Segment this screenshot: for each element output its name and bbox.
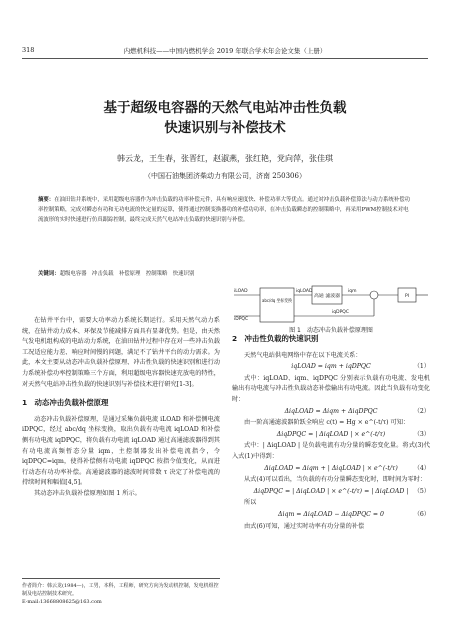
fig-label-iqm: iqm: [348, 289, 357, 294]
keywords-label: 关键词：: [38, 271, 60, 277]
s2-paragraph-5: 从式(4)可以看出，当负载的有功分量瞬态变化时，即时间为零时：: [244, 476, 427, 484]
fig-label-idpqc: iDPQC: [234, 317, 249, 322]
figure-1-caption: 图 1 动态冲击负载补偿原理图: [289, 327, 373, 334]
equation-1-body: iqLOAD = iqm + iqDPQC: [291, 363, 371, 371]
s2-paragraph-6: 所以: [244, 499, 257, 507]
journal-title: 内燃机科技——中国内燃机学会 2019 年联合学术年会论文集（上册）: [123, 47, 327, 55]
fig-summing-junction: [370, 291, 378, 299]
footnote-author-bio: 作者简介：韩云龙(1984—)，工男，本科，工程师，研究方向为发动机控制，发电机组控制及电站控制技术研究。: [22, 583, 219, 597]
s2-paragraph-1: 天然气电站供电网络中存在以下电流关系：: [244, 351, 362, 359]
abstract: [38, 195, 412, 226]
equation-2-body: ΔiqLOAD = Δiqm + ΔiqDPQC: [284, 407, 378, 415]
s2-paragraph-2: 式中：iqLOAD、iqm、iqDPQC 分别表示负载有功电流、发电机输出有功电流与冲击性负载动态补偿输出有功电流。因此当负载有功变化时：: [232, 374, 430, 403]
fig-label-iqdpqc: iqDPQC: [332, 310, 349, 315]
equation-2: [232, 407, 430, 418]
right-column: [232, 334, 430, 532]
equation-5-body: ΔiqDPQC = | ΔiqLOAD | × e^(-t/τ) = | ΔiqLOAD |: [253, 487, 409, 495]
abstract-text: 在油田钻井系统中，采用超级电容器作为冲击负载的功率补偿元件，具有响应速度快、补偿功率大等优点。通过対冲击负载补偿算法与动力系统补偿功率控制策略，完成对瞬态有功和无功电流的快定量的运算，使得通过控制变换器功的补偿功功率，在冲击负载瞬态的控制策略中，再采用PWM控制技术对电流波形的实时快速进行仿真跟踪控制，最终完成天然气电站冲击负载的快速识别与补偿。: [38, 197, 410, 224]
equation-1: [232, 362, 430, 373]
fig-box-transform: [260, 288, 297, 322]
equation-6-body: Δiqm = ΔiqLOAD − ΔiqDPQC = 0: [278, 510, 384, 518]
title-line-2: 快速识别与补偿技术: [164, 120, 286, 136]
paper-title: [20, 98, 430, 138]
left-column: [22, 316, 220, 500]
equation-4: [232, 464, 430, 475]
fig-label-iload: iLOAD: [234, 289, 248, 294]
intro-paragraph: 在钻井平台中，需要大功率动力系统长期运行。采用天然气动力系统，在钻井动力成本、环保及节能减排方面具有显著优势。但是，由天然气发电机组构成的电站动力系统，在油田钻井过程中存在对一些冲击负载工况适应能力差、响应时间慢的问题，满足不了钻井平台的动力需求。为此，本文主要从动态冲击负载补偿原理、冲击性负载的快速识别和进行动力系统补偿功率控制策略三个方面，利用超级电容器快速充放电的特性，对天然气电站冲击性负载的快速识别与补偿技术进行研究[1-3]。: [22, 317, 220, 388]
equation-3-number: （3）: [413, 430, 430, 438]
affiliation: （中国石油集团济柴动力有限公司，济南 250306）: [144, 172, 306, 180]
section-1-tail: 其动态冲击负载补偿原理如图 1 所示。: [34, 489, 141, 497]
authors: 韩云龙，王生春，张晋红，赵淑燕，张红艳，党向萍，张佳琪: [117, 154, 333, 163]
running-header: [22, 44, 428, 59]
fig-box-transform-label: abc/dq 坐标变换: [262, 299, 297, 304]
keywords: [38, 269, 412, 277]
equation-4-body: ΔiqLOAD = Δiqm + | ΔiqLOAD | × e^(-t/τ): [264, 464, 398, 472]
s2-paragraph-3: 由一阶高通滤波器阶跃全响应 c(t) = Hg × e^(-t/τ) 可知：: [244, 419, 410, 427]
footnote: [22, 578, 220, 606]
figure-1-diagram: [232, 282, 430, 328]
s2-paragraph-4: 式中：| ΔiqLOAD | 是负载电流有功分量的瞬态变化量。将式(3)代入式(1)中得到：: [232, 442, 430, 460]
footnote-email: E-mail:13668808625@163.com: [22, 599, 102, 605]
fig-box-filter-label: 高通 滤波器: [314, 294, 338, 299]
section-2-title: 2 冲击性负载的快速识别: [232, 334, 319, 343]
equation-3: [232, 430, 430, 441]
page-number: 318: [22, 46, 35, 54]
equation-4-number: （4）: [413, 464, 430, 472]
equation-5-number: （5）: [413, 487, 430, 495]
title-line-1: 基于超级电容器的天然气电站冲击性负载: [103, 100, 347, 116]
equation-6-number: （6）: [413, 510, 430, 518]
equation-3-body: ΔiqDPQC = | ΔiqLOAD | × e^(-t/τ): [276, 430, 386, 438]
fig-label-iqload: iqLOAD: [296, 289, 313, 294]
keywords-text: 超级电容器 冲击负载 补偿原理 控制策略 快速识别: [59, 271, 195, 277]
equation-5: [232, 487, 430, 498]
section-1-title: 1 动态冲击负载补偿原理: [22, 398, 109, 408]
equation-6: [232, 510, 430, 521]
equation-1-number: （1）: [413, 363, 430, 371]
equation-2-number: （2）: [413, 407, 430, 415]
section-1-paragraph: 动态冲击负载补偿原理，是通过采集负载电流 iLOAD 和补偿侧电流 iDPQC，经过 abc/dq 坐标变换，取出负载有功电流 iqLOAD 和补偿侧有功电流 iqDPQC，将负载有功电流 iqLOAD 通过高通滤波器得到其有功电流高频暂态分量 iqm，主控制器发出补偿电流指令，令 iqDPQC=iqm，使得补偿侧有功电流 iqDPQC 按指令值变化，从而进行动态有功功率补偿。高通滤波器的滤波时间常数 τ 决定了补偿电流的持续时间和幅值[4,5]。: [22, 415, 220, 487]
s2-paragraph-7: 由式(6)可知，通过实时功率有功分量的补偿: [244, 522, 365, 530]
fig-box-pi-label: PI: [404, 294, 410, 299]
abstract-label: 摘要：: [38, 197, 55, 203]
